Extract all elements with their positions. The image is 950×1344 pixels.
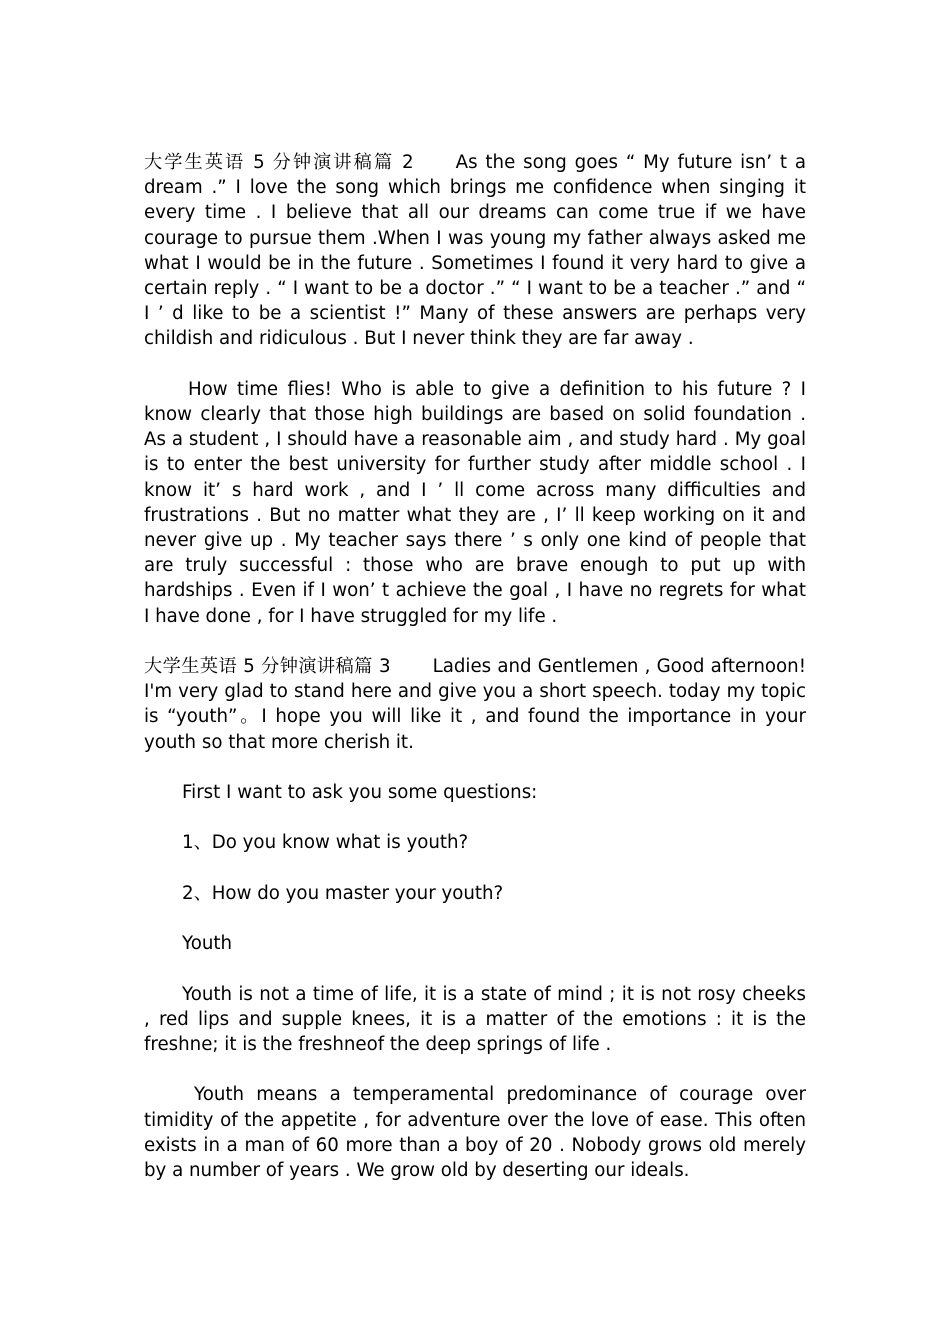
document-body (144, 150, 806, 1183)
list-item-question-2 (144, 881, 806, 906)
paragraph-youth-courage (144, 1082, 806, 1183)
paragraph-text: Youth is not a time of life, it is a state of mind ; it is not rosy cheeks , red lips and supple knees, it is a matter of the emotions : it is the freshne; it is the freshneof the deep springs of life . (144, 983, 806, 1055)
paragraph-text: Youth means a temperamental predominance of courage over timidity of the appetite , for adventure over the love of ease. This often exists in a man of 60 more than a boy of 20 . Nobody grows old merely by a number of years . We grow old by deserting our ideals. (144, 1084, 806, 1181)
paragraph-text: Youth (182, 933, 233, 955)
paragraph-text: Ladies and Gentlemen , Good afternoon! I'm very glad to stand here and give you a short speech. today my topic is “youth”。I hope you will like it , and found the importance in your youth so that more cherish it. (144, 656, 806, 753)
paragraph-speech-2-intro (144, 150, 806, 352)
paragraph-text: 2、How do you master your youth? (182, 882, 504, 904)
paragraph-text: How time flies! Who is able to give a definition to his future ? I know clearly that those high buildings are based on solid foundation . As a student , I should have a reasonable aim , and study hard . My goal is to enter the best university for further study after middle school . I know it’ s hard work , and I ’ ll come across many difficulties and frustrations . But no matter what they are , I’ ll keep working on it and never give up . My teacher says there ’ s only one kind of people that are truly successful : those who are brave enough to put up with hardships . Even if I won’ t achieve the goal , I have no regrets for what I have done , for I have struggled for my life . (144, 378, 806, 627)
subheading-youth (144, 931, 806, 956)
paragraph-questions-intro (144, 780, 806, 805)
paragraph-time-flies (144, 377, 806, 629)
paragraph-speech-3-intro (144, 654, 806, 755)
list-item-question-1 (144, 830, 806, 855)
section-heading-speech-3: 大学生英语 5 分钟演讲稿篇 3 (144, 656, 391, 678)
paragraph-text: First I want to ask you some questions: (182, 782, 538, 804)
paragraph-text: As the song goes “ My future isn’ t a dream .” I love the song which brings me confidence when singing it every time . I believe that all our dreams can come true if we have courage to pursue them .When I was young my father always asked me what I would be in the future . Sometimes I found it very hard to give a certain reply . “ I want to be a doctor .” “ I want to be a teacher .” and “ I ’ d like to be a scientist !” Many of these answers are perhaps very childish and ridiculous . But I never think they are far away . (144, 152, 806, 350)
paragraph-text: 1、Do you know what is youth? (182, 832, 469, 854)
section-heading-speech-2: 大学生英语 5 分钟演讲稿篇 2 (144, 152, 414, 173)
paragraph-youth-definition (144, 982, 806, 1058)
